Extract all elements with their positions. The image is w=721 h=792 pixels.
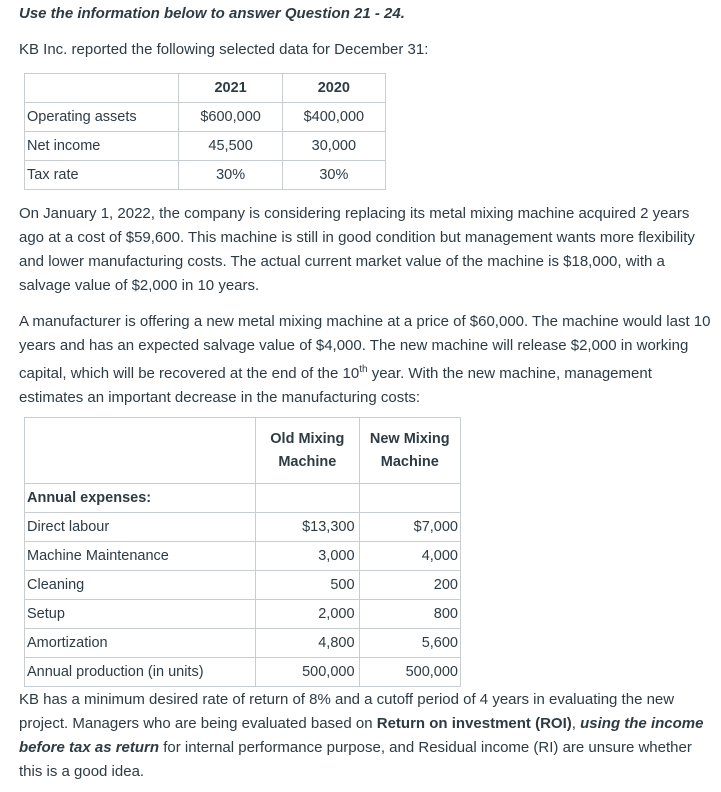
paragraph-evaluation	[19, 688, 714, 784]
new-value: 500,000	[359, 658, 460, 687]
table-header-row	[25, 74, 386, 103]
empty-header-cell	[25, 74, 179, 103]
old-value: 500	[256, 571, 359, 600]
empty-header-cell	[25, 418, 256, 484]
table-row	[25, 629, 461, 658]
table-row	[25, 103, 386, 132]
table-header-row	[25, 418, 461, 484]
expense-label: Setup	[25, 600, 256, 629]
question-heading: Use the information below to answer Question 21 - 24.	[19, 5, 405, 22]
expense-label: Annual production (in units)	[25, 658, 256, 687]
empty-cell	[359, 484, 460, 513]
para3-sep: ,	[571, 715, 581, 732]
year-2020-header: 2020	[282, 74, 385, 103]
expense-label: Cleaning	[25, 571, 256, 600]
para2-text: A manufacturer is offering a new metal mixing machine at a price of $60,000. The machine would last 10 years and has an expected salvage value of $4,000. The new machine will release $2,000 in working capital, which will be recovered at the end of the 10	[19, 313, 711, 382]
value-2020: 30,000	[282, 132, 385, 161]
table-row	[25, 600, 461, 629]
expense-label: Amortization	[25, 629, 256, 658]
old-value: 4,800	[256, 629, 359, 658]
section-row	[25, 484, 461, 513]
year-2021-header: 2021	[179, 74, 282, 103]
superscript-th: th	[359, 364, 368, 375]
paragraph-existing-machine: On January 1, 2022, the company is considering replacing its metal mixing machine acquired 2 years ago at a cost of $59,600. This machine is still in good condition but management wants more flexibility and lower manufacturing costs. The actual current market value of the machine is $18,000, with a salvage value of $2,000 in 10 years.	[19, 205, 695, 294]
value-2021: $600,000	[179, 103, 282, 132]
new-value: $7,000	[359, 513, 460, 542]
intro-text: KB Inc. reported the following selected data for December 31:	[19, 41, 429, 58]
empty-cell	[256, 484, 359, 513]
row-label: Operating assets	[25, 103, 179, 132]
old-value: 500,000	[256, 658, 359, 687]
annual-expenses-table	[24, 417, 461, 687]
para3-text-end: for internal performance purpose, and Residual income (RI) are unsure whether this is a good idea.	[19, 739, 692, 780]
selected-data-table	[24, 73, 386, 190]
expense-label: Direct labour	[25, 513, 256, 542]
table-row	[25, 542, 461, 571]
table-row	[25, 571, 461, 600]
new-value: 200	[359, 571, 460, 600]
roi-term: Return on investment (ROI)	[376, 715, 572, 732]
table-row	[25, 658, 461, 687]
old-value: 3,000	[256, 542, 359, 571]
table-row	[25, 132, 386, 161]
table-row	[25, 513, 461, 542]
value-2021: 30%	[179, 161, 282, 190]
old-machine-header: Old Mixing Machine	[256, 418, 359, 484]
expense-label: Machine Maintenance	[25, 542, 256, 571]
para2-text-end: year. With the new machine, management estimates an important decrease in the manufacturing costs:	[19, 365, 652, 406]
paragraph-new-machine	[19, 310, 714, 410]
row-label: Net income	[25, 132, 179, 161]
table-row	[25, 161, 386, 190]
value-2021: 45,500	[179, 132, 282, 161]
new-machine-header: New Mixing Machine	[359, 418, 460, 484]
old-value: 2,000	[256, 600, 359, 629]
annual-expenses-label: Annual expenses:	[25, 484, 256, 513]
new-value: 4,000	[359, 542, 460, 571]
income-before-tax-term: using the income before tax as return	[19, 715, 704, 756]
value-2020: 30%	[282, 161, 385, 190]
row-label: Tax rate	[25, 161, 179, 190]
value-2020: $400,000	[282, 103, 385, 132]
new-value: 800	[359, 600, 460, 629]
para3-text: KB has a minimum desired rate of return of 8% and a cutoff period of 4 years in evaluating the new project. Managers who are being evaluated based on	[19, 691, 675, 732]
old-value: $13,300	[256, 513, 359, 542]
new-value: 5,600	[359, 629, 460, 658]
